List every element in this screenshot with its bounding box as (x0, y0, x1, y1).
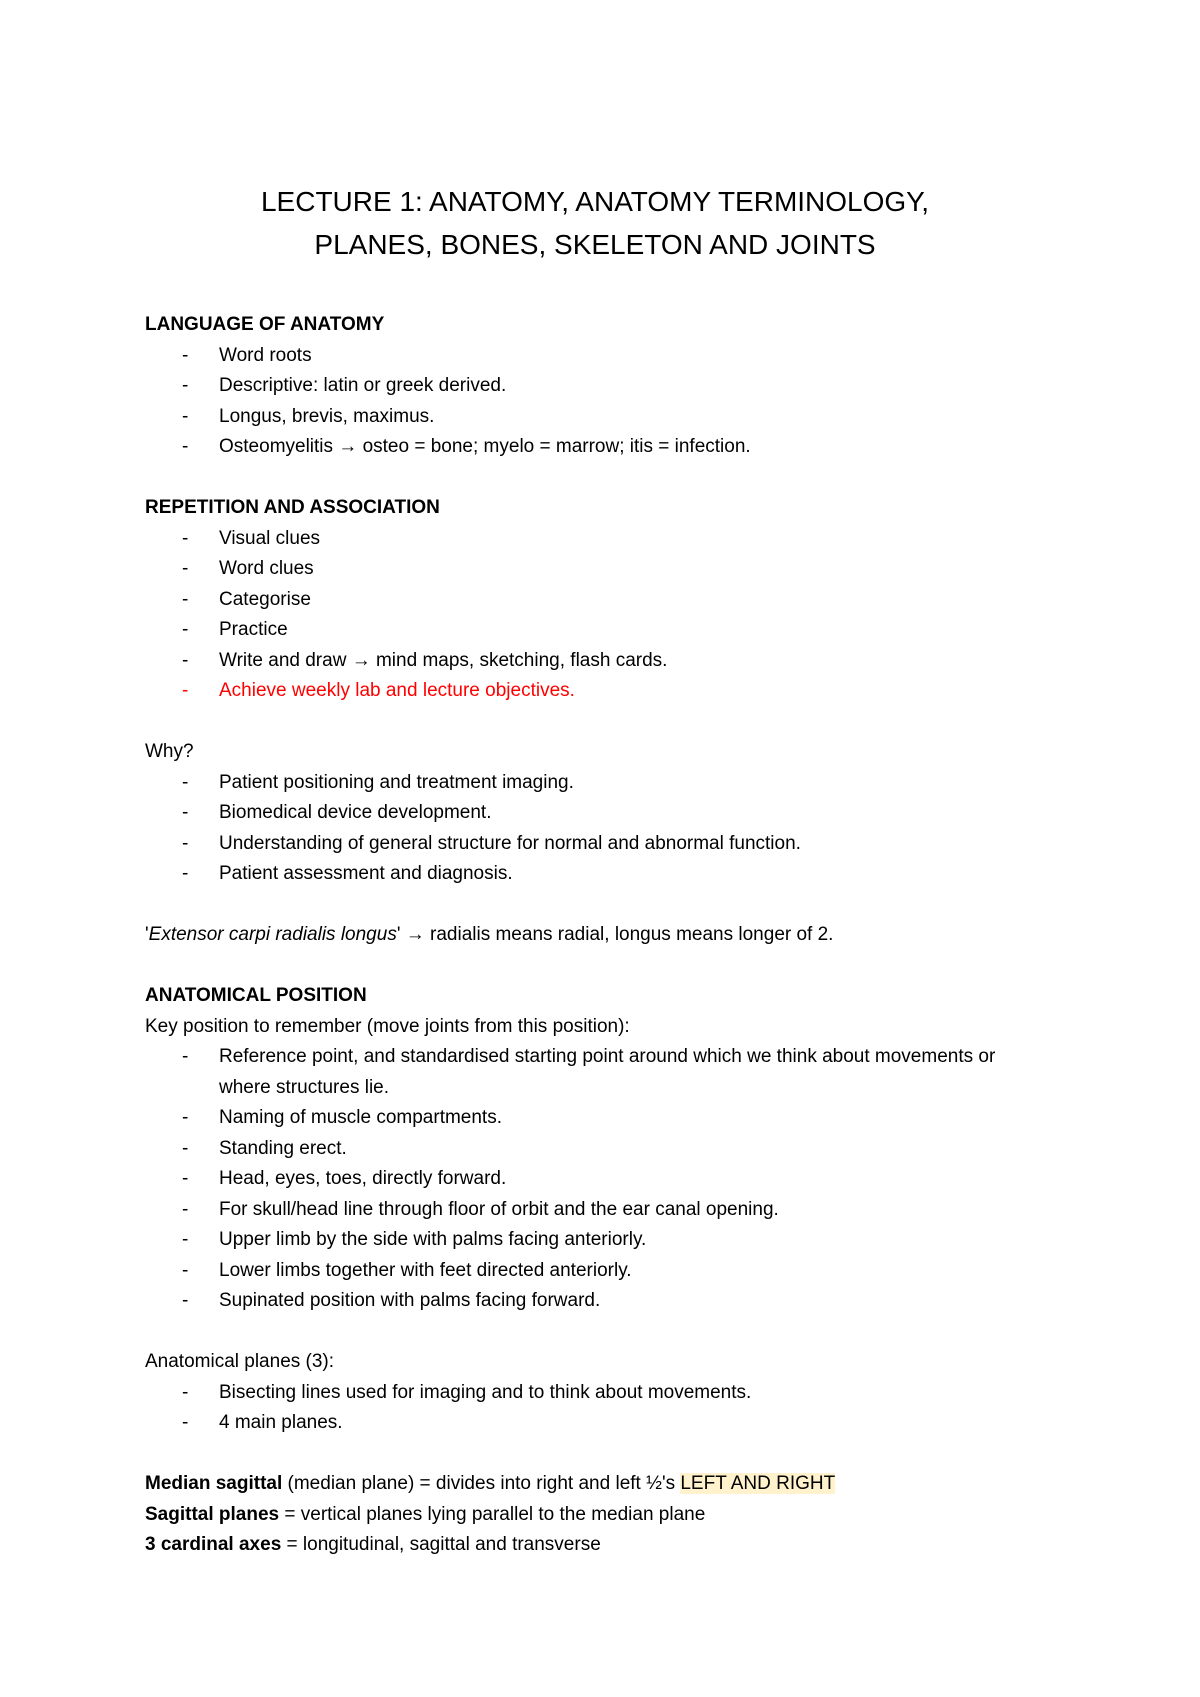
list-item-text: Categorise (219, 588, 311, 610)
list-item (145, 1408, 1045, 1439)
dash-marker: - (182, 1229, 189, 1250)
dash-marker: - (182, 1290, 189, 1311)
dash-marker: - (182, 344, 189, 366)
list-item-text: Standing erect. (219, 1137, 347, 1159)
dash-marker: - (182, 1259, 189, 1281)
list-item (145, 341, 1045, 372)
list-item-text: Head, eyes, toes, directly forward. (219, 1168, 507, 1189)
dash-marker: - (182, 1381, 189, 1403)
definition-term: Median sagittal (145, 1473, 283, 1494)
list-item-text: Practice (219, 619, 288, 640)
spacer (145, 951, 1045, 982)
dash-marker: - (182, 1168, 189, 1189)
definition-text: = vertical planes lying parallel to the median plane (279, 1503, 706, 1525)
list-item (145, 1134, 1045, 1165)
section-heading-anatomical-position: ANATOMICAL POSITION (145, 985, 367, 1006)
list-item-text: Word clues (219, 558, 314, 579)
list-item (145, 402, 1045, 433)
list-item-text: Patient positioning and treatment imaging. (219, 771, 574, 793)
definition-text: = longitudinal, sagittal and transverse (281, 1534, 601, 1555)
list-item-text: Reference point, and standardised starting point around which we think about movements or where structures lie. (219, 1046, 996, 1098)
list-item-text: Biomedical device development. (219, 802, 492, 823)
planes-heading: Anatomical planes (3): (145, 1351, 335, 1372)
list-item (145, 524, 1045, 555)
list-item (145, 1164, 1045, 1195)
list-item (145, 859, 1045, 890)
dash-marker: - (182, 1046, 189, 1067)
list-item (145, 798, 1045, 829)
dash-marker: - (182, 832, 189, 854)
dash-marker: - (182, 1412, 189, 1433)
definition-median-sagittal (145, 1469, 1045, 1500)
language-list (145, 341, 1045, 463)
section-heading-repetition: REPETITION AND ASSOCIATION (145, 497, 440, 518)
list-item (145, 615, 1045, 646)
list-item (145, 371, 1045, 402)
list-item-text: Understanding of general structure for normal and abnormal function. (219, 832, 801, 854)
example-quote: ' (145, 924, 149, 945)
dash-marker: - (182, 405, 189, 427)
example-term: Extensor carpi radialis longus (148, 924, 397, 945)
definition-sagittal-planes (145, 1500, 1045, 1531)
definition-term: Sagittal planes (145, 1503, 280, 1525)
list-item (145, 1286, 1045, 1317)
list-item-text: Naming of muscle compartments. (219, 1107, 502, 1128)
anatomical-position-list (145, 1042, 1045, 1317)
dash-marker: - (182, 802, 189, 823)
dash-marker: - (182, 588, 189, 610)
list-item-text: 4 main planes. (219, 1412, 343, 1433)
anatomical-position-intro: Key position to remember (move joints from this position): (145, 1015, 630, 1037)
why-heading: Why? (145, 741, 194, 762)
dash-marker: - (182, 375, 189, 396)
list-item (145, 1042, 1045, 1103)
dash-marker: - (182, 1107, 189, 1128)
dash-marker: - (182, 527, 189, 549)
list-item (145, 1225, 1045, 1256)
list-item (145, 1378, 1045, 1409)
dash-marker: - (182, 558, 189, 579)
dash-marker: - (182, 436, 189, 457)
list-item-text: Patient assessment and diagnosis. (219, 863, 513, 884)
dash-marker: - (182, 1137, 189, 1159)
list-item (145, 1256, 1045, 1287)
dash-marker: - (182, 649, 189, 671)
list-item-text: Osteomyelitis → osteo = bone; myelo = marrow; itis = infection. (219, 436, 751, 457)
page-title (145, 180, 1045, 266)
list-item (145, 1195, 1045, 1226)
list-item-text: Visual clues (219, 527, 321, 549)
dash-marker: - (182, 771, 189, 793)
dash-marker: - (182, 1198, 189, 1220)
example-sentence (145, 920, 1045, 951)
title-line-2: PLANES, BONES, SKELETON AND JOINTS (314, 229, 876, 260)
list-item-text: Bisecting lines used for imaging and to think about movements. (219, 1381, 752, 1403)
list-item-text: Descriptive: latin or greek derived. (219, 375, 507, 396)
example-rest: ' → radialis means radial, longus means longer of 2. (396, 924, 834, 945)
document-page (145, 180, 1045, 1561)
dash-marker: - (182, 619, 189, 640)
highlighted-text: LEFT AND RIGHT (680, 1473, 836, 1494)
repetition-list (145, 524, 1045, 707)
list-item (145, 1103, 1045, 1134)
list-item-objectives (145, 676, 1045, 707)
definition-cardinal-axes (145, 1530, 1045, 1561)
list-item-text: Longus, brevis, maximus. (219, 405, 435, 427)
list-item-text: Lower limbs together with feet directed anteriorly. (219, 1259, 632, 1281)
list-item (145, 554, 1045, 585)
definition-text: (median plane) = divides into right and left ½'s (282, 1473, 681, 1494)
list-item-text: Word roots (219, 344, 312, 366)
dash-marker: - (182, 863, 189, 884)
dash-marker: - (182, 680, 189, 701)
section-heading-language: LANGUAGE OF ANATOMY (145, 314, 385, 335)
definition-term: 3 cardinal axes (145, 1534, 282, 1555)
list-item (145, 646, 1045, 677)
list-item-text: Supinated position with palms facing forward. (219, 1290, 601, 1311)
list-item-text: For skull/head line through floor of orbit and the ear canal opening. (219, 1198, 779, 1220)
list-item (145, 432, 1045, 463)
list-item-text: Upper limb by the side with palms facing anteriorly. (219, 1229, 647, 1250)
list-item (145, 768, 1045, 799)
list-item (145, 829, 1045, 860)
title-line-1: LECTURE 1: ANATOMY, ANATOMY TERMINOLOGY, (260, 186, 930, 217)
why-list (145, 768, 1045, 890)
planes-list (145, 1378, 1045, 1439)
list-item (145, 585, 1045, 616)
list-item-text: Achieve weekly lab and lecture objectives. (219, 680, 575, 701)
list-item-text: Write and draw → mind maps, sketching, flash cards. (219, 649, 668, 671)
